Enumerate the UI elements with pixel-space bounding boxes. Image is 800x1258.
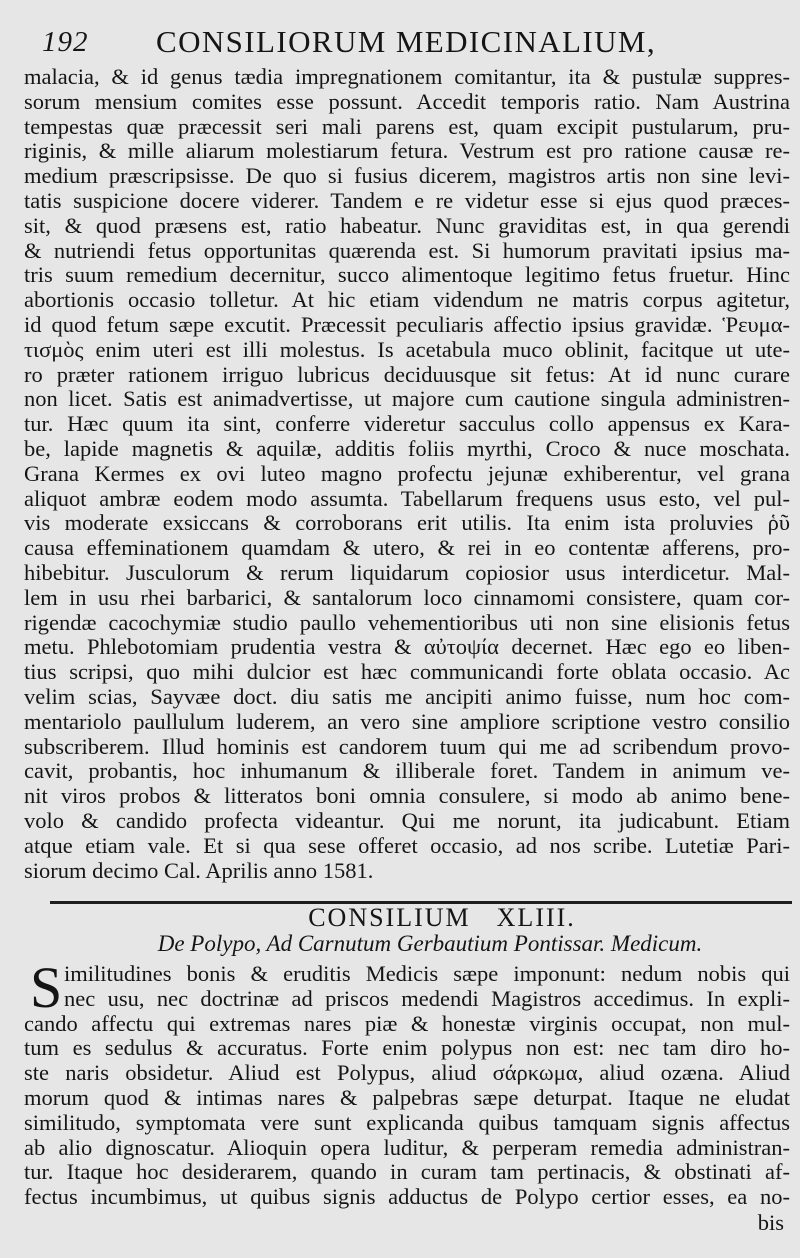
text-line: cavit, probantis, hoc inhumanum & illiberale foret. Tandem in animum ve- (24, 759, 790, 784)
body-text-top (24, 65, 790, 883)
text-line: causa effeminationem quamdam & utero, & rei in eo contentæ afferens, pro- (24, 536, 790, 561)
text-line: nec usu, nec doctrinæ ad priscos medendi Magistros accedimus. In expli- (64, 986, 790, 1011)
text-line: subscriberem. Illud hominis est candorem tuum qui me ad scribendum provo- (24, 734, 790, 759)
text-line: volo & candido profecta videantur. Qui me norunt, ita judicabunt. Etiam (24, 808, 790, 833)
text-line: tempestas quæ præcessit seri mali parens est, quam excipit pustularum, pru- (24, 114, 790, 139)
text-line: id quod fetum sæpe excutit. Præcessit peculiaris affectio ipsius gravidæ. Ῥευμα- (24, 312, 790, 337)
text-line: τισμὸς enim uteri est illi molestus. Is acetabula muco oblinit, facitque ut ute- (24, 337, 790, 362)
text-line: tum es sedulus & accuratus. Forte enim polypus non est: nec tam diro ho- (24, 1036, 790, 1061)
text-line: velim scias, Sayvæe doct. diu satis me ancipiti animo fuisse, num hoc com- (24, 684, 790, 709)
text-line: abortionis occasio tolletur. At hic etiam videndum ne matris corpus agitetur, (24, 288, 790, 313)
running-title: CONSILIORUM MEDICINALIUM, (156, 24, 656, 59)
text-line: tur. Itaque hoc desiderarem, quando in curam tam pertinacis, & obstinati af- (24, 1160, 790, 1185)
text-line: be, lapide magnetis & aquilæ, additis foliis myrthi, Croco & nuce moschata. (24, 436, 790, 461)
text-line: cando affectu qui extremas nares piæ & honestæ virginis occupat, non mul- (24, 1011, 790, 1036)
text-line: ro præter rationem irriguo lubricus deciduusque sit fetus: At id nunc curare (24, 362, 790, 387)
page-number: 192 (42, 26, 89, 58)
text-line: atque etiam vale. Et si qua sese offeret occasio, ad nos scribe. Lutetiæ Pari- (24, 833, 790, 858)
text-line: aliquot ambræ eodem modo assumta. Tabellarum frequens usus esto, vel pul- (24, 486, 790, 511)
text-line: tatis suspicione docere viderer. Tandem e re videtur esse si ejus quod præces- (24, 188, 790, 213)
text-line: ste naris obsidetur. Aliud est Polypus, aliud σάρκωμα, aliud ozæna. Aliud (24, 1061, 790, 1086)
section-subtitle: De Polypo, Ad Carnutum Gerbautium Pontissar. Medicum. (157, 931, 703, 956)
text-line: nit viros probos & litteratos boni omnia consulere, si modo ab animo bene- (24, 784, 790, 809)
text-line: riginis, & mille aliarum molestiarum fetura. Vestrum est pro ratione causæ re- (24, 139, 790, 164)
text-line: tius scripsi, quo mihi dulcior est hæc communicandi forte oblata occasio. Ac (24, 660, 790, 685)
text-line: medium præscripsisse. De quo si fusius dicerem, magistros artis non sine levi- (24, 164, 790, 189)
text-line-last: siorum decimo Cal. Aprilis anno 1581. (24, 858, 374, 883)
section-heading (0, 903, 800, 933)
drop-cap: S (30, 955, 63, 1020)
section-heading-number: XLIII. (496, 903, 576, 932)
text-line: similitudo, symptomata vere sunt explicanda quibus tamquam signis affectus (24, 1110, 790, 1135)
text-line: vis moderate exsiccans & corroborans erit utilis. Ita enim ista proluvies ῥῦ (24, 511, 790, 536)
text-line: metu. Phlebotomiam prudentia vestra & αὐτοψία decernet. Hæc ego eo liben- (24, 635, 790, 660)
text-line: tur. Hæc quum ita sint, conferre videretur sacculus collo appensus ex Kara- (24, 412, 790, 437)
text-line: hibebitur. Jusculorum & rerum liquidarum copiosior usus interdicetur. Mal- (24, 560, 790, 585)
section-heading-word: CONSILIUM (308, 903, 471, 932)
text-line: ab alio dignoscatur. Alioquin opera luditur, & perperam remedia administran- (24, 1135, 790, 1160)
text-line: malacia, & id genus tædia impregnationem comitantur, ita & pustulæ suppres- (24, 65, 790, 89)
text-line: sit, & quod præsens est, ratio habeatur. Nunc graviditas est, in qua gerendi (24, 213, 790, 238)
text-line: Grana Kermes ex ovi luteo magno profectu jejunæ exhiberentur, vel grana (24, 461, 790, 486)
text-line: tris suum remedium decernitur, succo alimentoque legitimo fetus fruetur. Hinc (24, 263, 790, 288)
text-line: imilitudines bonis & eruditis Medicis sæpe imponunt: nedum nobis qui (64, 962, 790, 986)
body-text-bottom (24, 955, 790, 1210)
text-line: fectus incumbimus, ut quibus signis adductus de Polypo certior esses, ea no- (24, 1185, 790, 1210)
text-line: mentariolo paullulum luderem, an vero sine ampliore scriptione vestro consilio (24, 709, 790, 734)
text-line: non licet. Satis est animadvertisse, ut majore cum cautione singula administren- (24, 387, 790, 412)
running-head (28, 20, 788, 64)
text-line: sorum mensium comites esse possunt. Accedit temporis ratio. Nam Austrina (24, 89, 790, 114)
text-line: lem in usu rhei barbarici, & santalorum loco cinnamomi consistere, quam cor- (24, 585, 790, 610)
catchword: bis (757, 1210, 784, 1235)
text-line: rigendæ cacochymiæ studio paullo vehementioribus uti non sine elisionis fetus (24, 610, 790, 635)
text-line: & nutriendi fetus opportunitas quærenda est. Si humorum pravitati ipsius ma- (24, 238, 790, 263)
text-line: morum quod & intimas nares & palpebras sæpe deturpat. Itaque ne eludat (24, 1085, 790, 1110)
